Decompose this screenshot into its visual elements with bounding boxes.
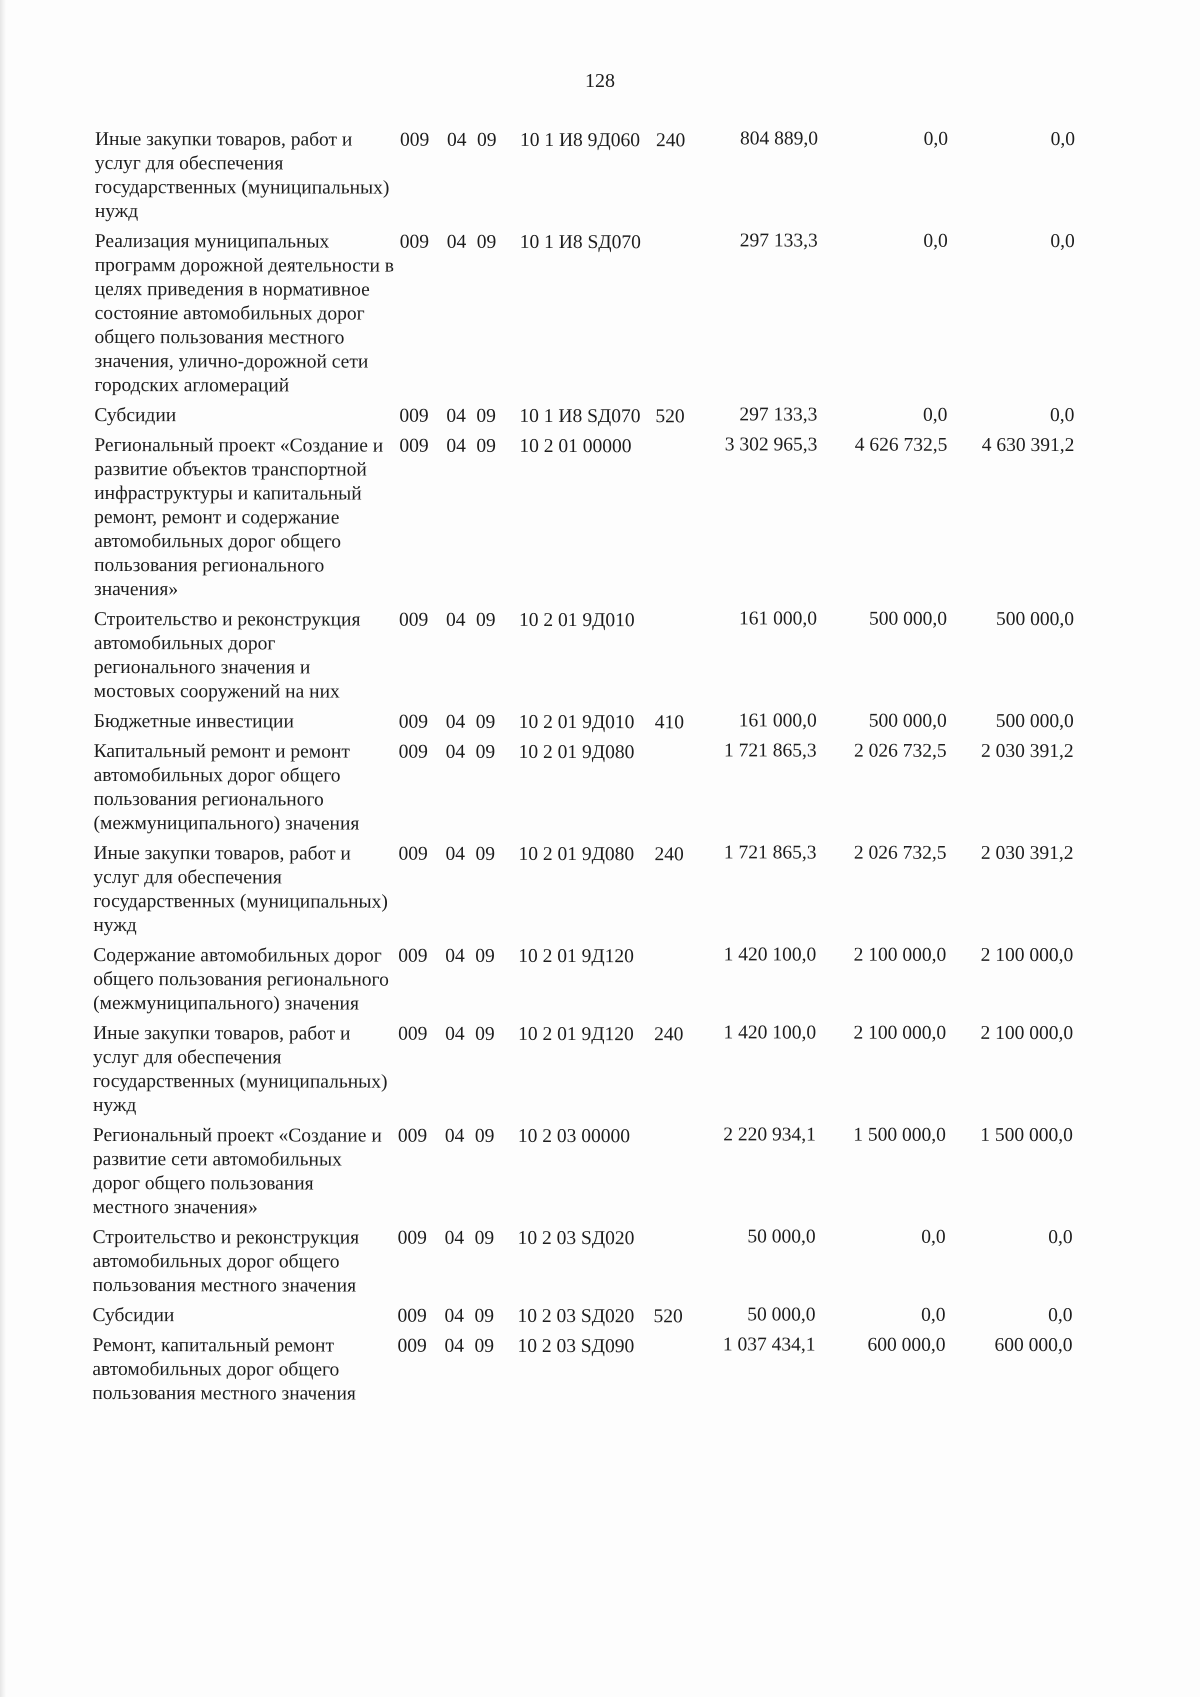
amount-year-2: 2 100 000,0 (853, 1022, 947, 1044)
table-row (94, 608, 1169, 706)
subsection-code: 09 (474, 1227, 495, 1249)
section-code: 04 (445, 741, 466, 763)
ministry-code: 009 (399, 435, 429, 457)
amount-year-1: 804 889,0 (739, 128, 819, 150)
amount-year-3: 0,0 (1048, 1226, 1073, 1249)
table-row (93, 1226, 1168, 1300)
amount-year-3: 500 000,0 (995, 710, 1074, 733)
ministry-code: 009 (398, 609, 429, 631)
section-code: 04 (446, 129, 467, 151)
section-code: 04 (446, 405, 466, 427)
amount-year-2: 500 000,0 (868, 710, 947, 732)
subsection-code: 09 (475, 741, 496, 763)
section-code: 04 (445, 945, 465, 967)
ministry-code: 009 (397, 1125, 428, 1147)
target-article-code: 10 2 01 9Д080 (518, 843, 635, 866)
amount-year-1: 161 000,0 (738, 710, 817, 732)
table-row (93, 944, 1168, 1018)
row-name: Строительство и реконструкция автомобильных дорог общего пользования местного значения (92, 1226, 360, 1297)
amount-year-2: 0,0 (923, 230, 948, 252)
ministry-code: 009 (397, 1305, 427, 1327)
subsection-code: 09 (476, 405, 496, 427)
row-name: Региональный проект «Создание и развитие сети автомобильных дорог общего пользования местного значения» (92, 1124, 382, 1219)
table-row (93, 1124, 1168, 1222)
table-row (95, 128, 1170, 226)
row-name: Капитальный ремонт и ремонт автомобильных дорог общего пользования регионального (межмуниципального) значения (93, 740, 360, 835)
section-code: 04 (445, 609, 466, 631)
subsection-code: 09 (476, 435, 496, 457)
amount-year-1: 297 133,3 (739, 230, 818, 252)
expense-type-code: 240 (655, 130, 686, 152)
row-name: Бюджетные инвестиции (93, 710, 294, 733)
amount-year-3: 0,0 (1050, 405, 1075, 427)
row-name: Иные закупки товаров, работ и услуг для обеспечения государственных (муниципальных) нужд (92, 1022, 388, 1117)
target-article-code: 10 2 01 9Д120 (518, 945, 634, 968)
target-article-code: 10 2 01 9Д010 (518, 609, 635, 632)
row-name: Субсидии (92, 1304, 175, 1327)
table-row (94, 404, 1169, 430)
target-article-code: 10 2 01 9Д120 (518, 1023, 634, 1046)
expense-type-code: 240 (654, 844, 684, 866)
section-code: 04 (446, 435, 466, 457)
amount-year-3: 0,0 (1050, 129, 1075, 151)
expense-type-code: 240 (654, 1024, 684, 1046)
ministry-code: 009 (399, 231, 430, 253)
budget-table (92, 128, 1170, 1414)
target-article-code: 10 2 03 SД090 (517, 1335, 635, 1358)
row-name: Строительство и реконструкция автомобильных дорог регионального значения и мостовых сооружений на них (93, 608, 361, 703)
ministry-code: 009 (398, 843, 428, 865)
row-name: Иные закупки товаров, работ и услуг для обеспечения государственных (муниципальных) нужд (94, 129, 390, 223)
amount-year-1: 50 000,0 (747, 1226, 816, 1248)
amount-year-2: 0,0 (923, 128, 949, 150)
amount-year-2: 4 626 732,5 (854, 434, 948, 456)
amount-year-1: 1 420 100,0 (723, 1022, 817, 1044)
expense-type-code: 410 (654, 712, 685, 734)
target-article-code: 10 2 01 9Д010 (518, 711, 635, 734)
target-article-code: 10 2 03 SД020 (517, 1305, 635, 1328)
target-article-code: 10 2 01 00000 (519, 435, 632, 458)
amount-year-3: 2 100 000,0 (980, 944, 1074, 967)
table-row (94, 230, 1169, 400)
amount-year-2: 1 500 000,0 (853, 1124, 946, 1146)
section-code: 04 (445, 843, 466, 865)
expense-type-code: 520 (653, 1306, 683, 1328)
subsection-code: 09 (474, 1305, 495, 1327)
section-code: 04 (444, 1305, 465, 1327)
amount-year-2: 500 000,0 (868, 608, 947, 630)
ministry-code: 009 (397, 1335, 427, 1357)
amount-year-1: 1 420 100,0 (723, 944, 817, 966)
amount-year-3: 600 000,0 (994, 1334, 1073, 1357)
amount-year-2: 0,0 (921, 1226, 946, 1248)
amount-year-3: 2 030 391,2 (981, 740, 1074, 763)
row-name: Субсидии (94, 404, 177, 427)
ministry-code: 009 (397, 1227, 427, 1249)
table-row (94, 710, 1169, 736)
amount-year-3: 500 000,0 (995, 608, 1074, 631)
target-article-code: 10 2 03 SД020 (517, 1227, 635, 1250)
ministry-code: 009 (399, 405, 429, 427)
target-article-code: 10 2 03 00000 (517, 1125, 631, 1148)
amount-year-1: 297 133,3 (739, 404, 818, 426)
expense-type-code: 520 (655, 406, 685, 428)
ministry-code: 009 (399, 129, 430, 151)
subsection-code: 09 (474, 1125, 495, 1147)
row-name: Иные закупки товаров, работ и услуг для обеспечения государственных (муниципальных) нужд (93, 842, 388, 937)
subsection-code: 09 (475, 945, 495, 967)
amount-year-2: 0,0 (923, 404, 948, 426)
section-code: 04 (444, 1125, 465, 1147)
amount-year-3: 0,0 (1050, 231, 1075, 253)
subsection-code: 09 (475, 1023, 495, 1045)
target-article-code: 10 1 И8 SД070 (519, 405, 641, 428)
amount-year-3: 0,0 (1048, 1304, 1073, 1327)
amount-year-3: 1 500 000,0 (980, 1124, 1073, 1147)
section-code: 04 (444, 1227, 465, 1249)
amount-year-2: 0,0 (921, 1304, 946, 1326)
subsection-code: 09 (476, 129, 497, 151)
amount-year-1: 1 037 434,1 (722, 1334, 816, 1356)
table-row (93, 842, 1168, 940)
amount-year-1: 1 721 865,3 (723, 842, 817, 864)
table-row (92, 1334, 1167, 1408)
target-article-code: 10 1 И8 9Д060 (519, 129, 641, 152)
ministry-code: 009 (398, 945, 428, 967)
ministry-code: 009 (398, 711, 429, 733)
target-article-code: 10 1 И8 SД070 (519, 231, 641, 254)
amount-year-1: 2 220 934,1 (723, 1124, 816, 1146)
subsection-code: 09 (476, 231, 497, 253)
amount-year-3: 2 100 000,0 (980, 1022, 1074, 1045)
amount-year-2: 2 026 732,5 (854, 740, 947, 762)
subsection-code: 09 (475, 609, 496, 631)
section-code: 04 (446, 231, 467, 253)
amount-year-2: 2 100 000,0 (853, 944, 947, 966)
subsection-code: 09 (474, 1335, 494, 1357)
subsection-code: 09 (475, 843, 496, 865)
section-code: 04 (445, 1023, 465, 1045)
table-row (93, 1022, 1168, 1120)
row-name: Региональный проект «Создание и развитие объектов транспортной инфраструктуры и капитальный ремонт, ремонт и содержание автомобильных дорог общего пользования регионального значения» (94, 434, 384, 601)
table-row (92, 1304, 1167, 1330)
target-article-code: 10 2 01 9Д080 (518, 741, 635, 764)
amount-year-2: 2 026 732,5 (853, 842, 947, 864)
table-row (94, 740, 1169, 838)
section-code: 04 (444, 1335, 464, 1357)
amount-year-3: 4 630 391,2 (981, 434, 1075, 457)
amount-year-3: 2 030 391,2 (980, 842, 1074, 865)
section-code: 04 (445, 711, 466, 733)
ministry-code: 009 (398, 1023, 428, 1045)
amount-year-1: 3 302 965,3 (724, 434, 818, 456)
row-name: Содержание автомобильных дорог общего пользования регионального (межмуниципального) значения (93, 944, 389, 1015)
amount-year-1: 1 721 865,3 (724, 740, 817, 762)
scan-edge (0, 0, 6, 1697)
row-name: Реализация муниципальных программ дорожной деятельности в целях приведения в нормативное состояние автомобильных дорог общего пользования местного значения, улично-дорожной сети городских агломераций (94, 230, 394, 397)
page-number: 128 (585, 70, 615, 92)
table-row (94, 434, 1169, 604)
row-name: Ремонт, капитальный ремонт автомобильных дорог общего пользования местного значения (92, 1334, 356, 1405)
ministry-code: 009 (398, 741, 428, 763)
amount-year-2: 600 000,0 (867, 1334, 946, 1356)
amount-year-1: 50 000,0 (747, 1304, 816, 1326)
subsection-code: 09 (475, 711, 496, 733)
amount-year-1: 161 000,0 (738, 608, 817, 630)
